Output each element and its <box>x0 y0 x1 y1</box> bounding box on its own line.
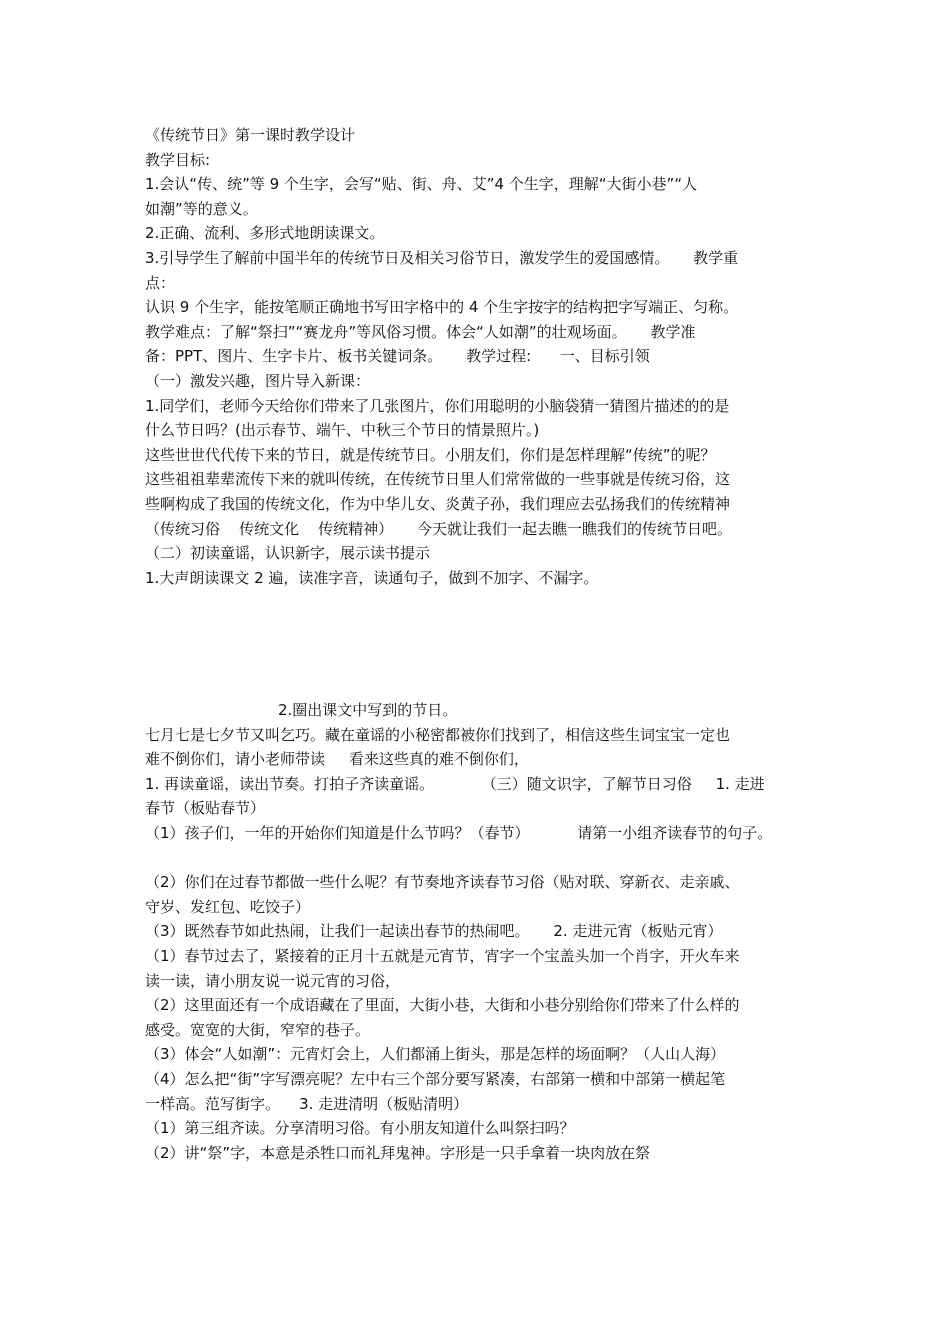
text-line: 感受。宽宽的大街，窄窄的巷子。 <box>145 1020 371 1039</box>
text-line: 些啊构成了我国的传统文化，作为中华儿女、炎黄子孙，我们理应去弘扬我们的传统精神 <box>145 494 731 513</box>
text-line: 七月七是七夕节又叫乞巧。藏在童谣的小秘密都被你们找到了，相信这些生词宝宝一定也 <box>145 725 731 744</box>
text-line: 2.正确、流利、多形式地朗读课文。 <box>145 224 385 243</box>
text-line: （4）怎么把“街”字写漂亮呢？左中右三个部分要写紧凑，右部第一横和中部第一横起笔 <box>145 1069 726 1088</box>
text-line: （1）孩子们，一年的开始你们知道是什么节吗？（春节） 请第一小组齐读春节的句子。 <box>145 823 773 842</box>
text-line: （二）初读童谣，认识新字，展示读书提示 <box>145 544 431 563</box>
text-line: （2）讲“祭”字，本意是杀牲口而礼拜鬼神。字形是一只手拿着一块肉放在祭 <box>145 1143 651 1162</box>
text-line: 3.引导学生了解前中国半年的传统节日及相关习俗节日，激发学生的爱国感情。 教学重 <box>145 248 739 267</box>
text-line: （2）你们在过春节都做一些什么呢？有节奏地齐读春节习俗（贴对联、穿新衣、走亲戚、 <box>145 873 740 892</box>
text-line: 这些祖祖辈辈流传下来的就叫传统，在传统节日里人们常常做的一些事就是传统习俗，这 <box>145 470 731 489</box>
text-line: 守岁、发红包、吃饺子） <box>145 897 311 916</box>
text-line: （3）体会“人如潮”：元宵灯会上，人们都涌上街头，那是怎样的场面啊？（人山人海） <box>145 1045 726 1064</box>
text-line: （2）这里面还有一个成语藏在了里面，大街小巷，大街和小巷分别给你们带来了什么样的 <box>145 996 740 1015</box>
text-line: 这些世世代代传下来的节日，就是传统节日。小朋友们，你们是怎样理解“传统”的呢？ <box>145 445 716 464</box>
text-line: （1）第三组齐读。分享清明习俗。有小朋友知道什么叫祭扫吗？ <box>145 1119 575 1138</box>
text-line: 1.大声朗读课文 2 遍，读准字音，读通句子，做到不加字、不漏字。 <box>145 568 599 587</box>
text-line: 什么节日吗？(出示春节、端午、中秋三个节日的情景照片。) <box>145 421 540 440</box>
text-line: 备：PPT、图片、生字卡片、板书关键词条。 教学过程: 一、目标引领 <box>145 347 650 366</box>
text-line: 如潮”等的意义。 <box>145 199 258 218</box>
text-line: 1.会认“传、统”等 9 个生字，会写“贴、街、舟、艾”4 个生字，理解“大街小巷”“人 <box>145 175 698 194</box>
text-line: （1）春节过去了，紧接着的正月十五就是元宵节，宵字一个宝盖头加一个肖字，开火车来 <box>145 946 740 965</box>
text-line: 点： <box>145 273 176 292</box>
doc-title: 《传统节日》第一课时教学设计 <box>145 126 356 144</box>
blank-line <box>145 846 817 871</box>
text-line: 1. 再读童谣，读出节奏。打拍子齐读童谣。 （三）随文识字，了解节日习俗 1. 走进 <box>145 774 765 793</box>
text-line: （3）既然春节如此热闹，让我们一起读出春节的热闹吧。 2. 走进元宵（板贴元宵） <box>145 922 723 941</box>
section-heading: 2.圈出课文中写到的节日。 <box>278 701 458 719</box>
text-line: 春节（板贴春节） <box>145 799 266 818</box>
text-line: （传统习俗 传统文化 传统精神） 今天就让我们一起去瞧一瞧我们的传统节日吧。 <box>145 519 732 538</box>
text-line: 1.同学们，老师今天给你们带来了几张图片，你们用聪明的小脑袋猜一猜图片描述的的是 <box>145 396 730 415</box>
text-line: 难不倒你们，请小老师带读 看来这些真的难不倒你们， <box>145 750 529 769</box>
lesson-plan-section-1 <box>145 123 817 590</box>
text-line: 一样高。范写街字。 3. 走进清明（板贴清明） <box>145 1094 469 1113</box>
text-line: 教学目标: <box>145 150 211 169</box>
lesson-plan-section-2 <box>145 698 817 1165</box>
text-line: （一）激发兴趣，图片导入新课： <box>145 371 371 390</box>
text-line: 读一读，请小朋友说一说元宵的习俗， <box>145 971 401 990</box>
text-line: 教学难点：了解“祭扫”“赛龙舟”等风俗习惯。体会“人如潮”的壮观场面。 教学准 <box>145 322 696 341</box>
text-line: 认识 9 个生字，能按笔顺正确地书写田字格中的 4 个生字按字的结构把字写端正、匀称。 <box>145 298 739 317</box>
